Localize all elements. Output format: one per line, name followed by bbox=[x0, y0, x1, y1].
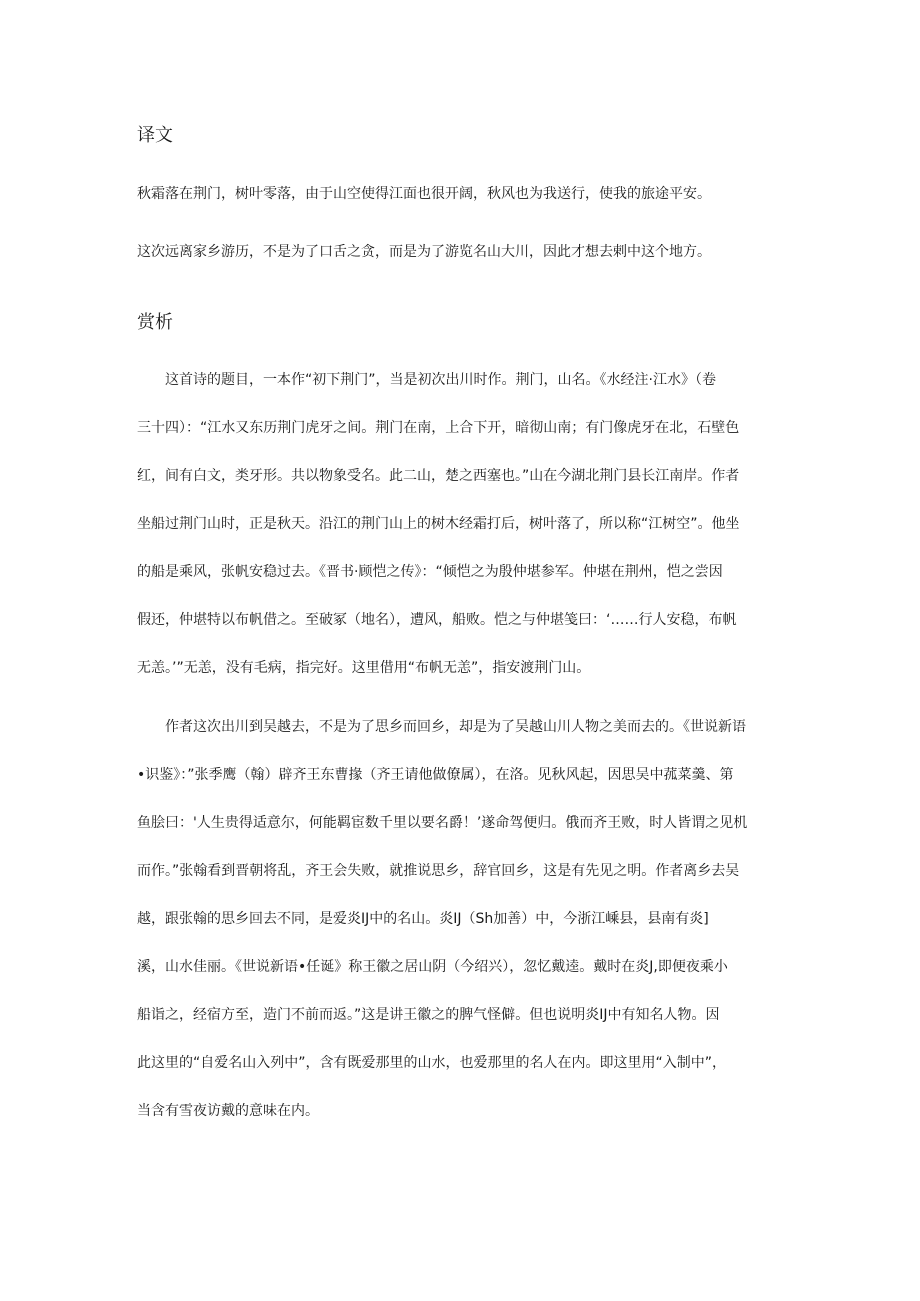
appreciation-paragraph-1-line: 坐船过荆门山时，正是秋天。沿江的荆门山上的树木经霜打后，树叶落了，所以称“江树空”。他坐 bbox=[137, 516, 740, 532]
appreciation-paragraph-2-line: 船诣之，经宿方至，造门不前而返。”这是讲王徽之的脾气怪僻。但也说明炎IJ中有知名人物。因 bbox=[137, 1007, 720, 1023]
appreciation-paragraph-1-line: 的船是乘风，张帆安稳过去。《晋书·顾恺之传》：“倾恺之为殷仲堪参军。仲堪在荆州，恺之尝因 bbox=[137, 564, 723, 580]
appreciation-paragraph-1-line: 假还，仲堪特以布帆借之。至破冢（地名），遭风，船败。恺之与仲堪笺曰：‘……行人安稳，布帆 bbox=[137, 612, 737, 628]
translation-paragraph: 秋霜落在荆门，树叶零落，由于山空使得江面也很开阔，秋风也为我送行，使我的旅途平安。 bbox=[137, 186, 711, 202]
appreciation-paragraph-1-line: 三十四）：“江水又东历荆门虎牙之间。荆门在南，上合下开，暗彻山南；有门像虎牙在北，石壁色 bbox=[137, 420, 740, 436]
appreciation-paragraph-2-line: •识鉴》：”张季鹰（翰）辟齐王东曹掾（齐王请他做僚属），在洛。见秋风起，因思吴中菰菜羹、第 bbox=[137, 767, 734, 783]
appreciation-paragraph-2-line: 而作。”张翰看到晋朝将乱，齐王会失败，就推说思乡，辞官回乡，这是有先见之明。作者离乡去吴 bbox=[137, 863, 740, 879]
appreciation-paragraph-2-line: 鱼脍曰：'人生贵得适意尔，何能羁宦数千里以要名爵！’遂命驾便归。俄而齐王败，时人皆谓之见机 bbox=[137, 815, 748, 831]
section-heading-translation: 译文 bbox=[137, 125, 173, 146]
appreciation-paragraph-1-line: 无恙。’”无恙，没有毛病，指完好。这里借用“布帆无恙”，指安渡荆门山。 bbox=[137, 660, 591, 676]
translation-paragraph: 这次远离家乡游历，不是为了口舌之贪，而是为了游览名山大川，因此才想去剌中这个地方。 bbox=[137, 244, 711, 260]
section-heading-appreciation: 赏析 bbox=[137, 312, 173, 333]
appreciation-paragraph-2-line: 此这里的“自爱名山入列中”，含有既爱那里的山水，也爱那里的名人在内。即这里用“入制中”， bbox=[137, 1055, 727, 1071]
appreciation-paragraph-1-line: 红，间有白文，类牙形。共以物象受名。此二山，楚之西塞也。”山在今湖北荆门县长江南岸。作者 bbox=[137, 468, 740, 484]
appreciation-paragraph-2-line: 溪，山水佳丽。《世说新语•任诞》称王徽之居山阴（今绍兴），忽忆戴逵。戴时在炎J,即便夜乘小 bbox=[137, 959, 728, 975]
appreciation-paragraph-2-line: 越，跟张翰的思乡回去不同，是爱炎IJ中的名山。炎IJ（Sh加善）中，今浙江嵊县，县南有炎] bbox=[137, 911, 709, 927]
appreciation-paragraph-2-line: 当含有雪夜访戴的意味在内。 bbox=[137, 1103, 319, 1119]
appreciation-paragraph-2-line: 作者这次出川到吴越去，不是为了思乡而回乡，却是为了吴越山川人物之美而去的。《世说新语 bbox=[137, 719, 746, 735]
appreciation-paragraph-1-line: 这首诗的题目，一本作“初下荆门”，当是初次出川时作。荆门，山名。《水经注·江水》（卷 bbox=[137, 372, 716, 388]
